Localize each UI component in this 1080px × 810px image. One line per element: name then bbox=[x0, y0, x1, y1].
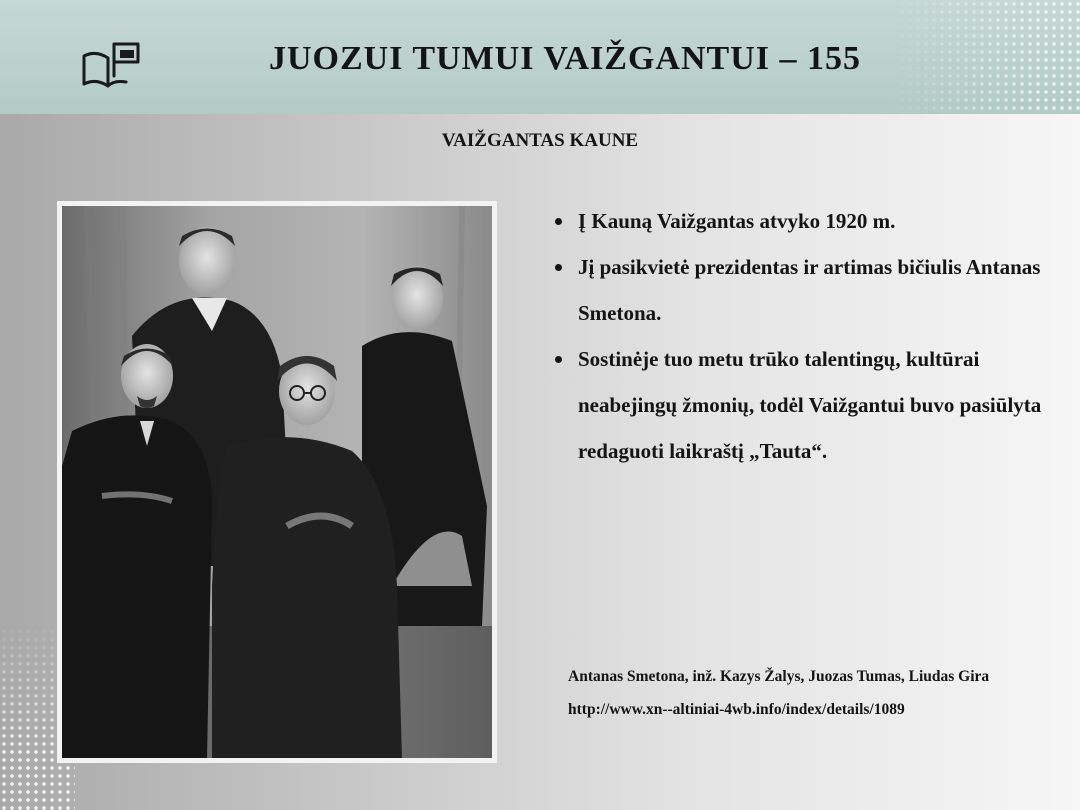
caption-source: http://www.xn--altiniai-4wb.info/index/details/1089 bbox=[568, 701, 905, 718]
bullet-item: Jį pasikvietė prezidentas ir artimas bičiulis Antanas Smetona. bbox=[545, 244, 1045, 336]
caption-people: Antanas Smetona, inž. Kazys Žalys, Juozas Tumas, Liudas Gira bbox=[568, 668, 990, 685]
open-book-icon bbox=[80, 40, 142, 92]
section-subtitle: VAIŽGANTAS KAUNE bbox=[441, 130, 639, 151]
bullet-item: Į Kauną Vaižgantas atvyko 1920 m. bbox=[545, 198, 1045, 244]
page-title: JUOZUI TUMUI VAIŽGANTUI – 155 bbox=[269, 40, 861, 77]
bullet-list bbox=[545, 198, 1045, 474]
header-bar bbox=[0, 0, 1080, 114]
group-portrait-photo bbox=[57, 201, 497, 763]
photo-caption bbox=[568, 660, 1058, 726]
bullet-item: Sostinėje tuo metu trūko talentingų, kultūrai neabejingų žmonių, todėl Vaižgantui buvo pasiūlyta redaguoti laikraštį „Tauta“. bbox=[545, 336, 1045, 474]
